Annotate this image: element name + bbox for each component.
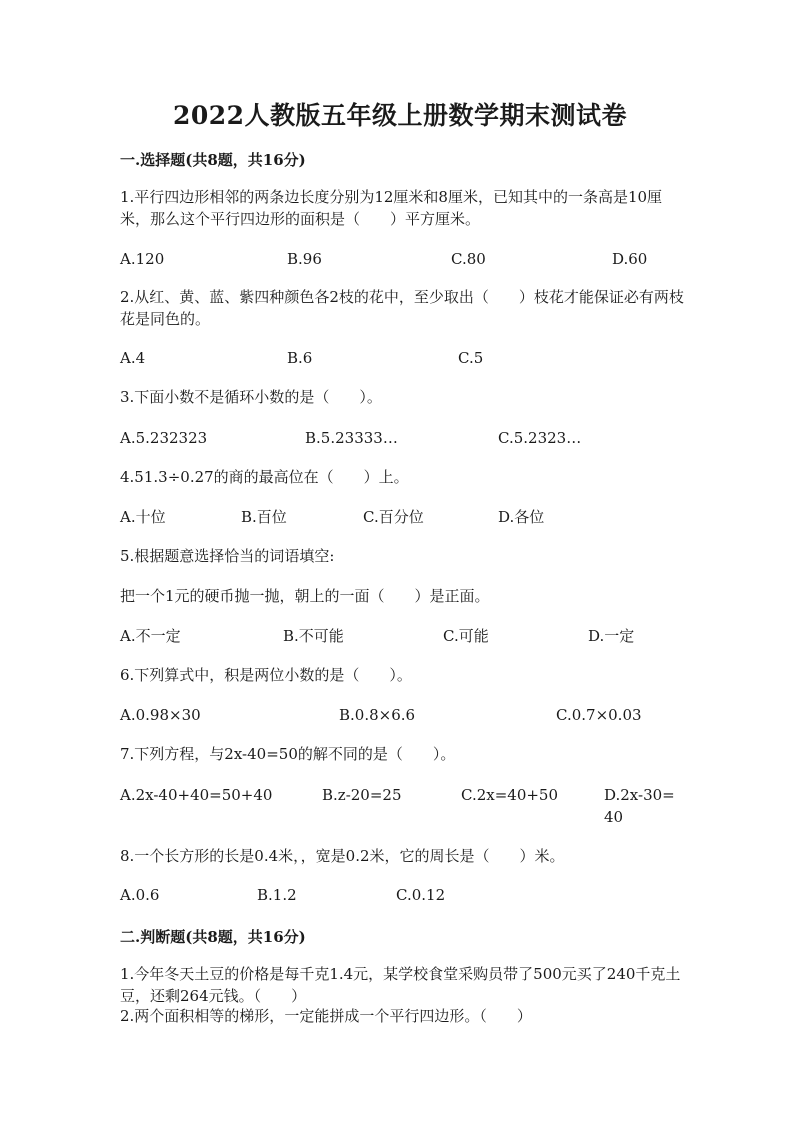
- question-4-option-c: C.百分位: [363, 508, 424, 526]
- question-1-option-c: C.80: [451, 250, 486, 268]
- question-5-text: 5.根据题意选择恰当的词语填空:: [120, 547, 335, 565]
- question-8-option-b: B.1.2: [257, 886, 297, 904]
- judgment-1-text: 1.今年冬天土豆的价格是每千克1.4元，某学校食堂采购员带了500元买了240千克土豆，还剩264元钱。（ ）: [120, 965, 681, 1005]
- question-1-option-d: D.60: [612, 250, 648, 268]
- question-2-option-b: B.6: [287, 349, 313, 367]
- judgment-2-text: 2.两个面积相等的梯形，一定能拼成一个平行四边形。（ ）: [120, 1007, 532, 1025]
- question-7-option-d: D.2x-30=40: [604, 786, 675, 826]
- question-8-option-a: A.0.6: [120, 886, 160, 904]
- section-heading-judgment: 二.判断题(共8题，共16分): [120, 928, 306, 946]
- question-5-option-b: B.不可能: [283, 627, 344, 645]
- question-4-option-b: B.百位: [241, 508, 287, 526]
- question-7-text: 7.下列方程，与2x-40=50的解不同的是（ ）。: [120, 745, 456, 763]
- question-5-subtext: 把一个1元的硬币抛一抛，朝上的一面（ ）是正面。: [120, 587, 490, 605]
- question-2-text: 2.从红、黄、蓝、紫四种颜色各2枝的花中，至少取出（ ）枝花才能保证必有两枝花是同色的。: [120, 288, 684, 328]
- section-heading-choice: 一.选择题(共8题，共16分): [120, 151, 306, 169]
- exam-title: 2022人教版五年级上册数学期末测试卷: [172, 101, 628, 130]
- question-1-option-a: A.120: [120, 250, 165, 268]
- question-5-option-d: D.一定: [588, 627, 635, 645]
- question-7-option-c: C.2x=40+50: [461, 786, 559, 804]
- question-6-text: 6.下列算式中，积是两位小数的是（ ）。: [120, 666, 412, 684]
- question-2-option-a: A.4: [120, 349, 146, 367]
- question-4-text: 4.51.3÷0.27的商的最高位在（ ）上。: [120, 468, 409, 486]
- question-8-option-c: C.0.12: [396, 886, 446, 904]
- question-5-option-c: C.可能: [443, 627, 489, 645]
- question-3-option-c: C.5.2323…: [498, 429, 582, 447]
- question-6-option-c: C.0.7×0.03: [556, 706, 642, 724]
- question-5-option-a: A.不一定: [120, 627, 181, 645]
- question-8-text: 8.一个长方形的长是0.4米，，宽是0.2米，它的周长是（ ）米。: [120, 847, 565, 865]
- question-7-option-b: B.z-20=25: [322, 786, 402, 804]
- question-3-option-a: A.5.232323: [120, 429, 208, 447]
- question-7-option-a: A.2x-40+40=50+40: [120, 786, 273, 804]
- question-3-text: 3.下面小数不是循环小数的是（ ）。: [120, 388, 382, 406]
- question-4-option-a: A.十位: [120, 508, 166, 526]
- question-6-option-b: B.0.8×6.6: [339, 706, 416, 724]
- question-1-option-b: B.96: [287, 250, 322, 268]
- question-6-option-a: A.0.98×30: [120, 706, 201, 724]
- question-2-option-c: C.5: [458, 349, 484, 367]
- question-3-option-b: B.5.23333…: [305, 429, 398, 447]
- question-4-option-d: D.各位: [498, 508, 545, 526]
- question-1-text: 1.平行四边形相邻的两条边长度分别为12厘米和8厘米，已知其中的一条高是10厘米，那么这个平行四边形的面积是（ ）平方厘米。: [120, 188, 663, 228]
